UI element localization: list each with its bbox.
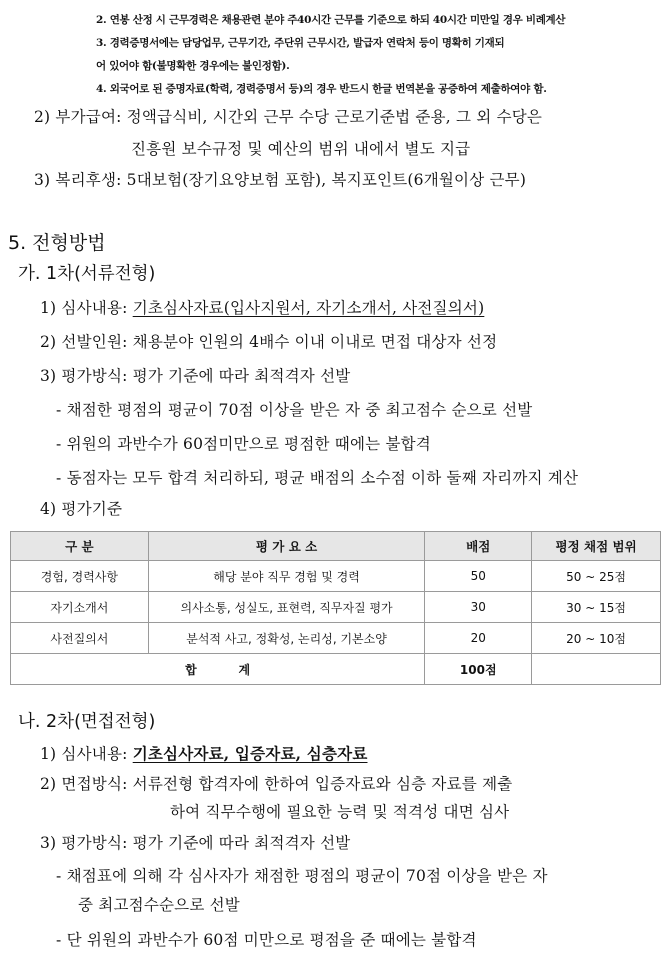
table-cell: 50 <box>425 561 532 592</box>
allowance-line1: 2) 부가급여: 정액급식비, 시간외 근무 수당 근로기준법 준용, 그 외 수당은 <box>34 108 543 126</box>
first-content-value: 기초심사자료(입사지원서, 자기소개서, 사전질의서) <box>132 299 485 317</box>
table-cell: 자기소개서 <box>11 592 149 623</box>
note-3: 3. 경력증명서에는 담당업무, 근무기간, 주단위 근무시간, 발급자 연락처 등이 명확히 기재되 <box>96 37 505 49</box>
note-3-cont: 어 있어야 함(불명확한 경우에는 불인정함). <box>96 60 290 72</box>
second-content-label: 1) 심사내용: <box>40 745 133 763</box>
table-cell: 사전질의서 <box>11 623 149 654</box>
table-cell: 30 ~ 15점 <box>532 592 661 623</box>
table-row <box>11 623 661 654</box>
first-criteria-label: 4) 평가기준 <box>40 500 123 518</box>
table-cell: 분석적 사고, 정확성, 논리성, 기본소양 <box>148 623 425 654</box>
second-bullet-1-line1: - 채점표에 의해 각 심사자가 채점한 평점의 평균이 70점 이상을 받은 자 <box>56 867 548 885</box>
header-range: 평정 채점 범위 <box>532 532 661 561</box>
first-bullet-2: - 위원의 과반수가 60점미만으로 평점한 때에는 불합격 <box>56 435 431 453</box>
table-row <box>11 561 661 592</box>
evaluation-table <box>10 531 661 685</box>
second-content <box>40 742 368 764</box>
second-stage-title: 나. 2차(면접전형) <box>18 712 156 732</box>
second-eval: 3) 평가방식: 평가 기준에 따라 최적격자 선발 <box>40 834 351 852</box>
table-cell: 의사소통, 성실도, 표현력, 직무자질 평가 <box>148 592 425 623</box>
note-2: 2. 연봉 산정 시 근무경력은 채용관련 분야 주40시간 근무를 기준으로 하되 40시간 미만일 경우 비례계산 <box>96 14 566 26</box>
welfare-line: 3) 복리후생: 5대보험(장기요양보험 포함), 복지포인트(6개월이상 근무) <box>34 171 527 189</box>
first-stage-title: 가. 1차(서류전형) <box>18 264 156 284</box>
second-bullet-1-line2: 중 최고점수순으로 선발 <box>78 896 240 914</box>
table-header-row <box>11 532 661 561</box>
first-content-label: 1) 심사내용: <box>40 299 133 317</box>
table-cell: 20 ~ 10점 <box>532 623 661 654</box>
second-method-line2: 하여 직무수행에 필요한 능력 및 적격성 대면 심사 <box>170 803 510 821</box>
section-title: 5. 전형방법 <box>8 232 106 254</box>
table-cell: 20 <box>425 623 532 654</box>
first-bullet-1: - 채점한 평점의 평균이 70점 이상을 받은 자 중 최고점수 순으로 선발 <box>56 401 533 419</box>
second-bullet-2: - 단 위원의 과반수가 60점 미만으로 평점을 준 때에는 불합격 <box>56 931 477 949</box>
first-selection: 2) 선발인원: 채용분야 인원의 4배수 이내 이내로 면접 대상자 선정 <box>40 333 498 351</box>
note-4: 4. 외국어로 된 증명자료(학력, 경력증명서 등)의 경우 반드시 한글 번역본을 공증하여 제출하여야 함. <box>96 83 547 95</box>
table-cell: 30 <box>425 592 532 623</box>
header-element: 평 가 요 소 <box>148 532 425 561</box>
header-score: 배점 <box>425 532 532 561</box>
first-method: 3) 평가방식: 평가 기준에 따라 최적격자 선발 <box>40 367 351 385</box>
table-cell-empty <box>532 654 661 685</box>
table-cell: 50 ~ 25점 <box>532 561 661 592</box>
table-total-row <box>11 654 661 685</box>
table-cell: 해당 분야 직무 경험 및 경력 <box>148 561 425 592</box>
header-category: 구 분 <box>11 532 149 561</box>
total-value: 100점 <box>425 654 532 685</box>
second-content-value: 기초심사자료, 입증자료, 심층자료 <box>132 744 368 763</box>
total-label: 합 계 <box>11 654 425 685</box>
allowance-line2: 진흥원 보수규정 및 예산의 범위 내에서 별도 지급 <box>131 140 471 158</box>
first-bullet-3: - 동점자는 모두 합격 처리하되, 평균 배점의 소수점 이하 둘째 자리까지 계산 <box>56 469 579 487</box>
first-content <box>40 296 484 318</box>
second-method-line1: 2) 면접방식: 서류전형 합격자에 한하여 입증자료와 심층 자료를 제출 <box>40 775 513 793</box>
table-cell: 경험, 경력사항 <box>11 561 149 592</box>
table-row <box>11 592 661 623</box>
